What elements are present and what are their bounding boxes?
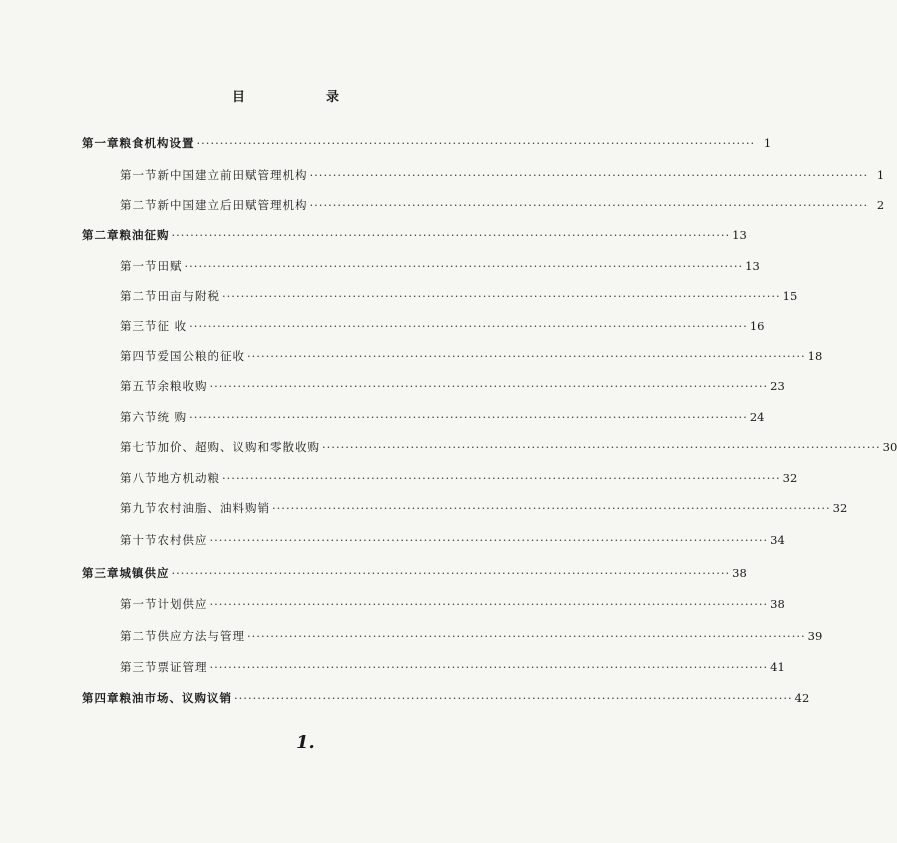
toc-page-number: 16 bbox=[749, 319, 765, 333]
toc-page-number: 13 bbox=[732, 228, 747, 242]
page-number: 1. bbox=[296, 732, 315, 753]
leader-dots: ························································································································ bbox=[209, 379, 769, 393]
leader-dots: ························································································································ bbox=[189, 410, 748, 424]
section-number: 第八节 bbox=[120, 471, 158, 485]
section-number: 第十节 bbox=[120, 533, 158, 547]
toc-page-number: 34 bbox=[770, 533, 785, 547]
section-title: 统 购 bbox=[157, 410, 188, 424]
chapter-title: 城镇供应 bbox=[119, 566, 170, 580]
toc-section-row bbox=[120, 194, 885, 216]
toc-chapter-row bbox=[82, 132, 772, 154]
section-number: 第三节 bbox=[120, 319, 158, 333]
toc-section-row bbox=[120, 255, 760, 277]
leader-dots: ························································································································ bbox=[247, 349, 806, 363]
toc-page-number: 38 bbox=[732, 566, 747, 580]
section-number: 第六节 bbox=[120, 410, 158, 424]
toc-page-number: 18 bbox=[807, 349, 823, 363]
section-title: 地方机动粮 bbox=[157, 471, 220, 485]
section-number: 第一节 bbox=[120, 168, 158, 182]
section-title: 农村供应 bbox=[157, 533, 208, 547]
leader-dots: ························································································································ bbox=[209, 597, 769, 611]
section-number: 第三节 bbox=[120, 660, 158, 674]
section-number: 第二节 bbox=[120, 629, 158, 643]
title-char-2: 录 bbox=[326, 90, 340, 105]
toc-section-row bbox=[120, 625, 823, 647]
toc-page-number: 2 bbox=[876, 198, 885, 212]
toc-page-number: 41 bbox=[770, 660, 785, 674]
section-title: 加价、超购、议购和零散收购 bbox=[157, 440, 320, 454]
section-title: 征 收 bbox=[157, 319, 188, 333]
chapter-number: 第二章 bbox=[82, 228, 120, 242]
section-number: 第二节 bbox=[120, 198, 158, 212]
toc-page-number: 42 bbox=[794, 691, 810, 705]
title-char-1: 目 bbox=[232, 90, 246, 105]
toc-page-number: 1 bbox=[876, 168, 885, 182]
toc-page-number: 32 bbox=[832, 501, 848, 515]
leader-dots: ························································································································ bbox=[322, 440, 881, 454]
section-title: 农村油脂、油料购销 bbox=[157, 501, 270, 515]
section-title: 田赋 bbox=[157, 259, 183, 273]
toc-section-row bbox=[120, 164, 885, 186]
section-number: 第一节 bbox=[120, 259, 158, 273]
leader-dots: ························································································································ bbox=[309, 168, 869, 182]
toc-section-row bbox=[120, 529, 785, 551]
section-number: 第七节 bbox=[120, 440, 158, 454]
section-title: 计划供应 bbox=[157, 597, 208, 611]
leader-dots: ························································································································ bbox=[234, 691, 793, 705]
section-number: 第五节 bbox=[120, 379, 158, 393]
section-title: 票证管理 bbox=[157, 660, 208, 674]
leader-dots: ························································································································ bbox=[222, 471, 781, 485]
chapter-number: 第一章 bbox=[82, 136, 120, 150]
section-number: 第二节 bbox=[120, 289, 158, 303]
toc-section-row bbox=[120, 497, 848, 519]
toc-page-number: 1 bbox=[763, 136, 772, 150]
section-title: 爱国公粮的征收 bbox=[157, 349, 245, 363]
leader-dots: ························································································································ bbox=[209, 660, 769, 674]
leader-dots: ························································································································ bbox=[272, 501, 831, 515]
toc-section-row bbox=[120, 315, 765, 337]
toc-chapter-row bbox=[82, 687, 810, 709]
toc-page-number: 24 bbox=[749, 410, 765, 424]
leader-dots: ························································································································ bbox=[196, 136, 756, 150]
section-number: 第四节 bbox=[120, 349, 158, 363]
leader-dots: ························································································································ bbox=[184, 259, 744, 273]
leader-dots: ························································································································ bbox=[209, 533, 769, 547]
section-title: 新中国建立后田赋管理机构 bbox=[157, 198, 308, 212]
leader-dots: ························································································································ bbox=[171, 228, 731, 242]
toc-section-row bbox=[120, 285, 798, 307]
toc-page-number: 13 bbox=[745, 259, 760, 273]
chapter-title: 粮油市场、议购议销 bbox=[119, 691, 232, 705]
section-number: 第九节 bbox=[120, 501, 158, 515]
leader-dots: ························································································································ bbox=[189, 319, 748, 333]
chapter-number: 第四章 bbox=[82, 691, 120, 705]
section-title: 田亩与附税 bbox=[157, 289, 220, 303]
toc-chapter-row bbox=[82, 562, 747, 584]
section-title: 供应方法与管理 bbox=[157, 629, 245, 643]
chapter-number: 第三章 bbox=[82, 566, 120, 580]
toc-section-row bbox=[120, 656, 785, 678]
toc-section-row bbox=[120, 467, 798, 489]
toc-chapter-row bbox=[82, 224, 747, 246]
leader-dots: ························································································································ bbox=[222, 289, 781, 303]
section-title: 余粮收购 bbox=[157, 379, 208, 393]
toc-page-number: 39 bbox=[807, 629, 823, 643]
toc-section-row bbox=[120, 375, 785, 397]
chapter-title: 粮油征购 bbox=[119, 228, 170, 242]
toc-page-number: 32 bbox=[782, 471, 798, 485]
toc-page-number: 30 bbox=[882, 440, 897, 454]
toc-section-row bbox=[120, 436, 897, 458]
section-number: 第一节 bbox=[120, 597, 158, 611]
section-title: 新中国建立前田赋管理机构 bbox=[157, 168, 308, 182]
leader-dots: ························································································································ bbox=[247, 629, 806, 643]
leader-dots: ························································································································ bbox=[309, 198, 869, 212]
chapter-title: 粮食机构设置 bbox=[119, 136, 195, 150]
toc-page-number: 23 bbox=[770, 379, 785, 393]
toc-section-row bbox=[120, 593, 785, 615]
leader-dots: ························································································································ bbox=[171, 566, 731, 580]
toc-section-row bbox=[120, 406, 765, 428]
toc-section-row bbox=[120, 345, 823, 367]
toc-page-number: 38 bbox=[770, 597, 785, 611]
toc-page-number: 15 bbox=[782, 289, 798, 303]
